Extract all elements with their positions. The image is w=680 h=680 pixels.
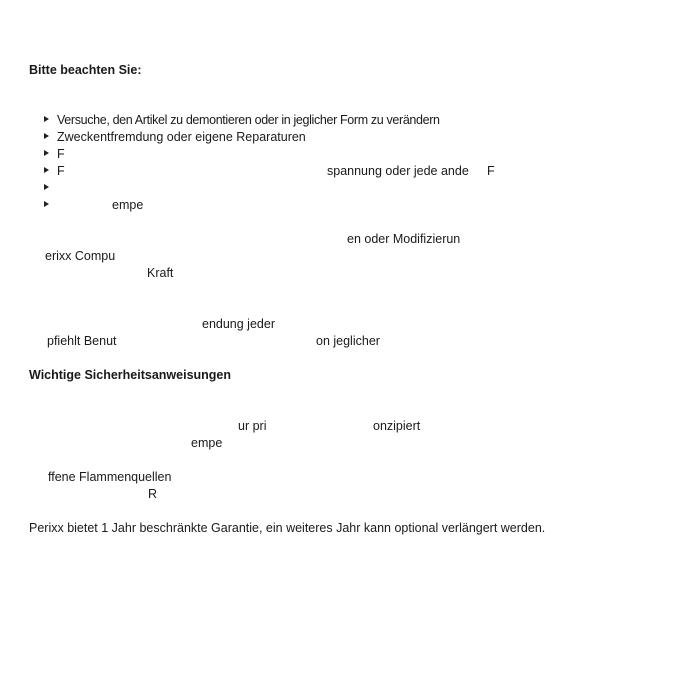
- list-item: F: [57, 164, 65, 178]
- warranty-text: Perixx bietet 1 Jahr beschränkte Garantie, ein weiteres Jahr kann optional verlängert werden.: [29, 521, 546, 535]
- safety-heading: Wichtige Sicherheitsanweisungen: [29, 368, 232, 382]
- text-fragment: ffene Flammenquellen: [48, 470, 172, 484]
- text-fragment: pfiehlt Benut: [47, 334, 117, 348]
- list-item: Versuche, den Artikel zu demontieren oder in jeglicher Form zu verändern: [57, 113, 440, 127]
- text-fragment: on jeglicher: [316, 334, 380, 348]
- text-fragment: R: [148, 487, 158, 501]
- list-item-fragment: F: [487, 164, 495, 178]
- notice-heading: Bitte beachten Sie:: [29, 63, 142, 77]
- text-fragment: ur pri: [238, 419, 267, 433]
- bullet-marker-icon: [44, 201, 49, 207]
- bullet-marker-icon: [44, 167, 49, 173]
- text-fragment: Kraft: [147, 266, 174, 280]
- list-item: empe: [112, 198, 144, 212]
- text-fragment: en oder Modifizierun: [347, 232, 461, 246]
- text-fragment: erixx Compu: [45, 249, 116, 263]
- list-item: Zweckentfremdung oder eigene Reparaturen: [57, 130, 306, 144]
- list-item: F: [57, 147, 65, 161]
- bullet-marker-icon: [44, 116, 49, 122]
- bullet-marker-icon: [44, 150, 49, 156]
- bullet-marker-icon: [44, 133, 49, 139]
- text-fragment: onzipiert: [373, 419, 421, 433]
- text-fragment: empe: [191, 436, 223, 450]
- text-fragment: endung jeder: [202, 317, 275, 331]
- list-item-fragment: spannung oder jede ande: [327, 164, 469, 178]
- bullet-marker-icon: [44, 184, 49, 190]
